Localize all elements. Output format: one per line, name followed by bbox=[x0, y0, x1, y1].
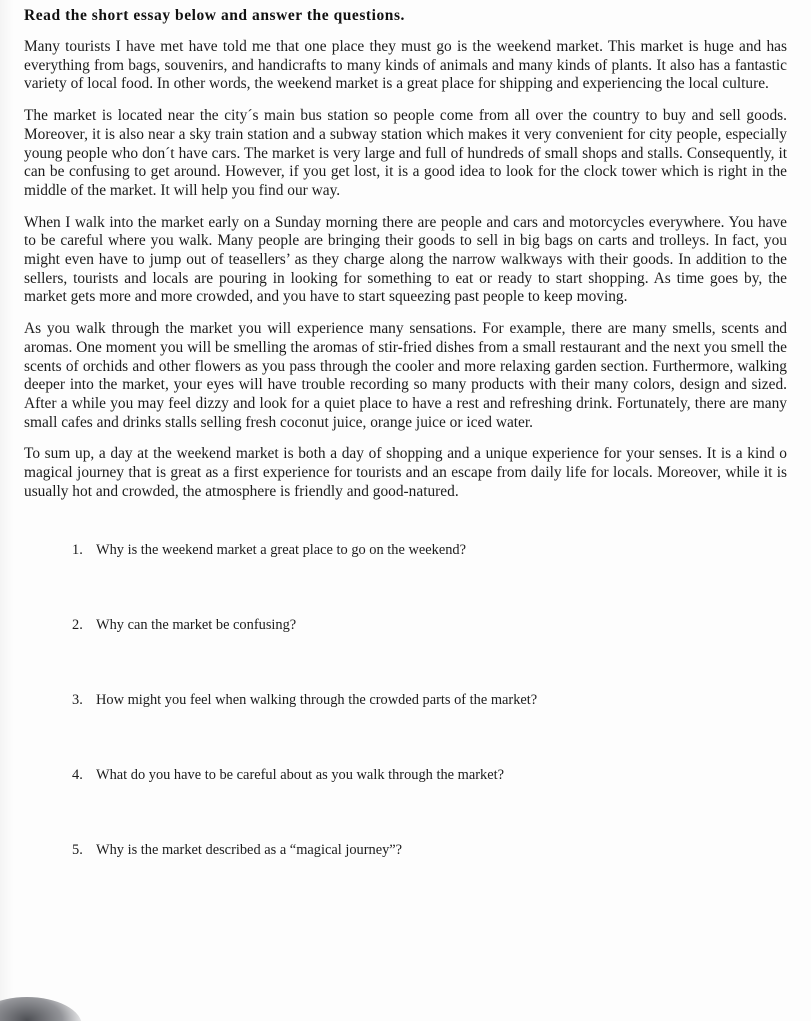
page-title: Read the short essay below and answer the questions. bbox=[24, 7, 405, 24]
question-list bbox=[24, 541, 787, 860]
question-item bbox=[24, 766, 787, 785]
page-corner-shadow bbox=[0, 997, 82, 1021]
essay-body bbox=[24, 38, 787, 501]
question-item bbox=[24, 841, 787, 860]
question-item bbox=[24, 616, 787, 635]
essay-paragraph: As you walk through the market you will experience many sensations. For example, there are many smells, scents and aromas. One moment you will be smelling the aromas of stir-fried dishes from a small restaurant and the next you smell the scents of orchids and other flowers as you pass through the cooler and more relaxing garden section. Furthermore, walking deeper into the market, your eyes will have trouble recording so many products with their many colors, design and sized. After a while you may feel dizzy and look for a quiet place to have a rest and refreshing drink. Fortunately, there are many small cafes and drinks stalls selling fresh coconut juice, orange juice or iced water. bbox=[24, 320, 787, 431]
question-number: 3. bbox=[72, 692, 83, 709]
question-text: What do you have to be careful about as you walk through the market? bbox=[96, 767, 504, 784]
essay-paragraph: Many tourists I have met have told me that one place they must go is the weekend market. This market is huge and has everything from bags, souvenirs, and handicrafts to many kinds of animals and many kinds of plants. It also has a fantastic variety of local food. In other words, the weekend market is a great place for shipping and experiencing the local culture. bbox=[24, 38, 787, 93]
question-number: 5. bbox=[72, 842, 83, 859]
essay-paragraph: When I walk into the market early on a Sunday morning there are people and cars and motorcycles everywhere. You have to be careful where you walk. Many people are bringing their goods to sell in big bags on carts and trolleys. In fact, you might even have to jump out of teasellers’ as they charge along the narrow walkways with their goods. In addition to the sellers, tourists and locals are pouring in looking for something to eat or ready to start shopping. As time goes by, the market gets more and more crowded, and you have to start squeezing past people to keep moving. bbox=[24, 213, 787, 306]
essay-paragraph: To sum up, a day at the weekend market is both a day of shopping and a unique experience for your senses. It is a kind o magical journey that is great as a first experience for tourists and an escape from daily life for locals. Moreover, while it is usually hot and crowded, the atmosphere is friendly and good-natured. bbox=[24, 445, 787, 500]
question-text: How might you feel when walking through the crowded parts of the market? bbox=[96, 692, 538, 709]
question-number: 1. bbox=[72, 542, 83, 559]
question-number: 4. bbox=[72, 767, 83, 784]
question-text: Why can the market be confusing? bbox=[96, 617, 297, 634]
question-item bbox=[24, 541, 787, 560]
question-number: 2. bbox=[72, 617, 83, 634]
question-item bbox=[24, 691, 787, 710]
essay-paragraph: The market is located near the city´s main bus station so people come from all over the country to buy and sell goods. Moreover, it is also near a sky train station and a subway station which makes it very convenient for city people, especially young people who don´t have cars. The market is very large and full of hundreds of small shops and stalls. Consequently, it can be confusing to get around. However, if you get lost, it is a good idea to look for the clock tower which is right in the middle of the market. It will help you find our way. bbox=[24, 107, 787, 199]
question-text: Why is the weekend market a great place to go on the weekend? bbox=[96, 542, 467, 559]
question-text: Why is the market described as a “magical journey”? bbox=[96, 842, 403, 859]
